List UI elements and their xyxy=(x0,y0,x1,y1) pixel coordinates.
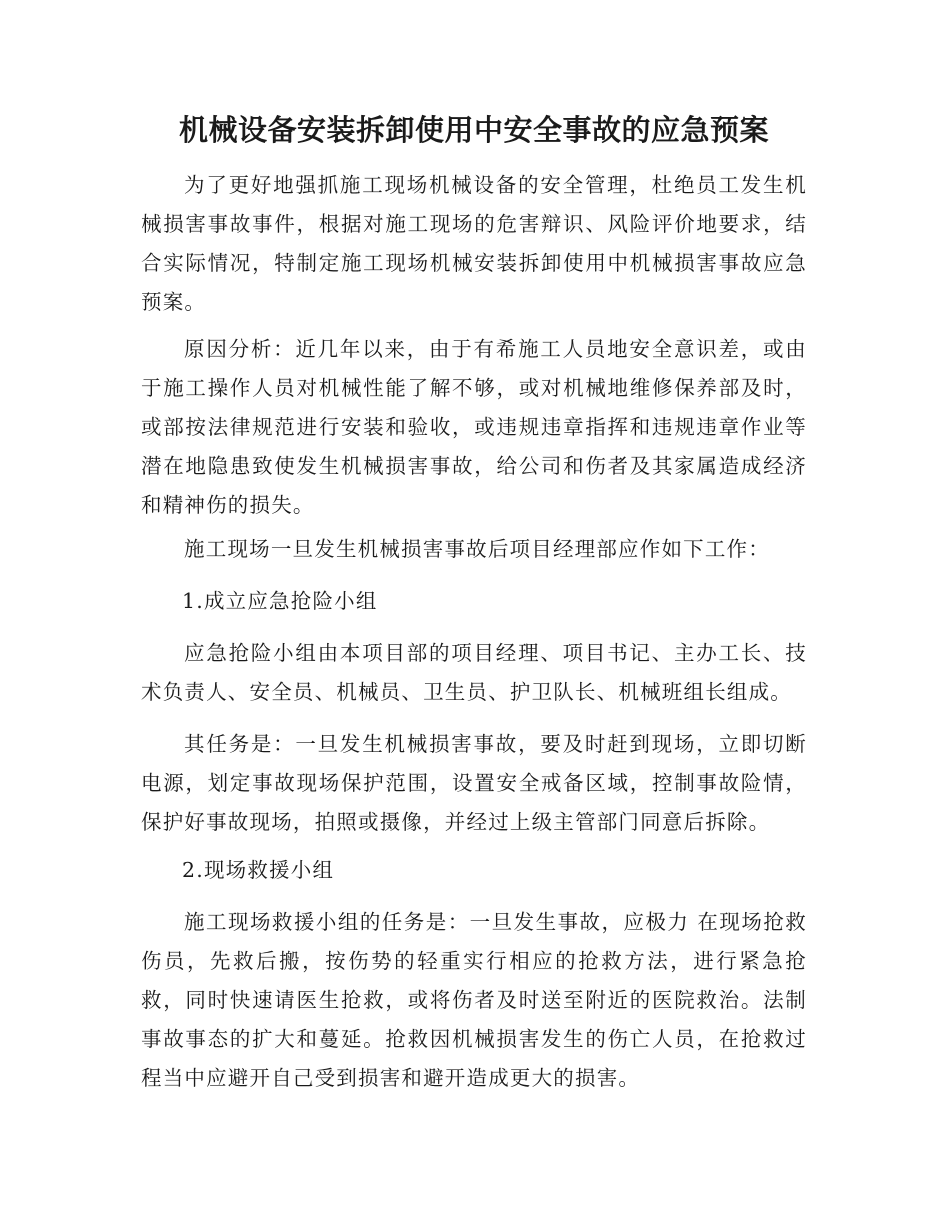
paragraph-intro: 为了更好地强抓施工现场机械设备的安全管理，杜绝员工发生机械损害事故事件，根据对施工现场的危害辩识、风险评价地要求，结合实际情况，特制定施工现场机械安装拆卸使用中机械损害事故应急预案。 xyxy=(141,173,807,314)
paragraph-team-tasks: 其任务是：一旦发生机械损害事故，要及时赶到现场，立即切断电源，划定事故现场保护范围，设置安全戒备区域，控制事故险情，保护好事故现场，拍照或摄像，并经过上级主管部门同意后拆除。 xyxy=(141,732,807,834)
paragraph-team-members: 应急抢险小组由本项目部的项目经理、项目书记、主办工长、技术负责人、安全员、机械员、卫生员、护卫队长、机械班组长组成。 xyxy=(141,641,807,704)
document-title: 机械设备安装拆卸使用中安全事故的应急预案 xyxy=(178,113,769,147)
paragraph-cause-analysis: 原因分析：近几年以来，由于有希施工人员地安全意识差，或由于施工操作人员对机械性能了解不够，或对机械地维修保养部及时，或部按法律规范进行安装和验收，或违规违章指挥和违规违章作业等潜在地隐患致使发生机械损害事故，给公司和伤者及其家属造成经济和精神伤的损失。 xyxy=(141,337,807,517)
section-heading-rescue-team: 2.现场救援小组 xyxy=(182,858,335,882)
paragraph-site-actions: 施工现场一旦发生机械损害事故后项目经理部应作如下工作： xyxy=(184,537,770,561)
section-heading-emergency-team: 1.成立应急抢险小组 xyxy=(182,589,378,613)
paragraph-rescue-tasks: 施工现场救援小组的任务是：一旦发生事故，应极力 在现场抢救伤员，先救后搬，按伤势的轻重实行相应的抢救方法，进行紧急抢救，同时快速请医生抢救，或将伤者及时送至附近的医院救治。法制事故事态的扩大和蔓延。抢救因机械损害发生的伤亡人员，在抢救过程当中应避开自己受到损害和避开造成更大的损害。 xyxy=(141,910,807,1090)
